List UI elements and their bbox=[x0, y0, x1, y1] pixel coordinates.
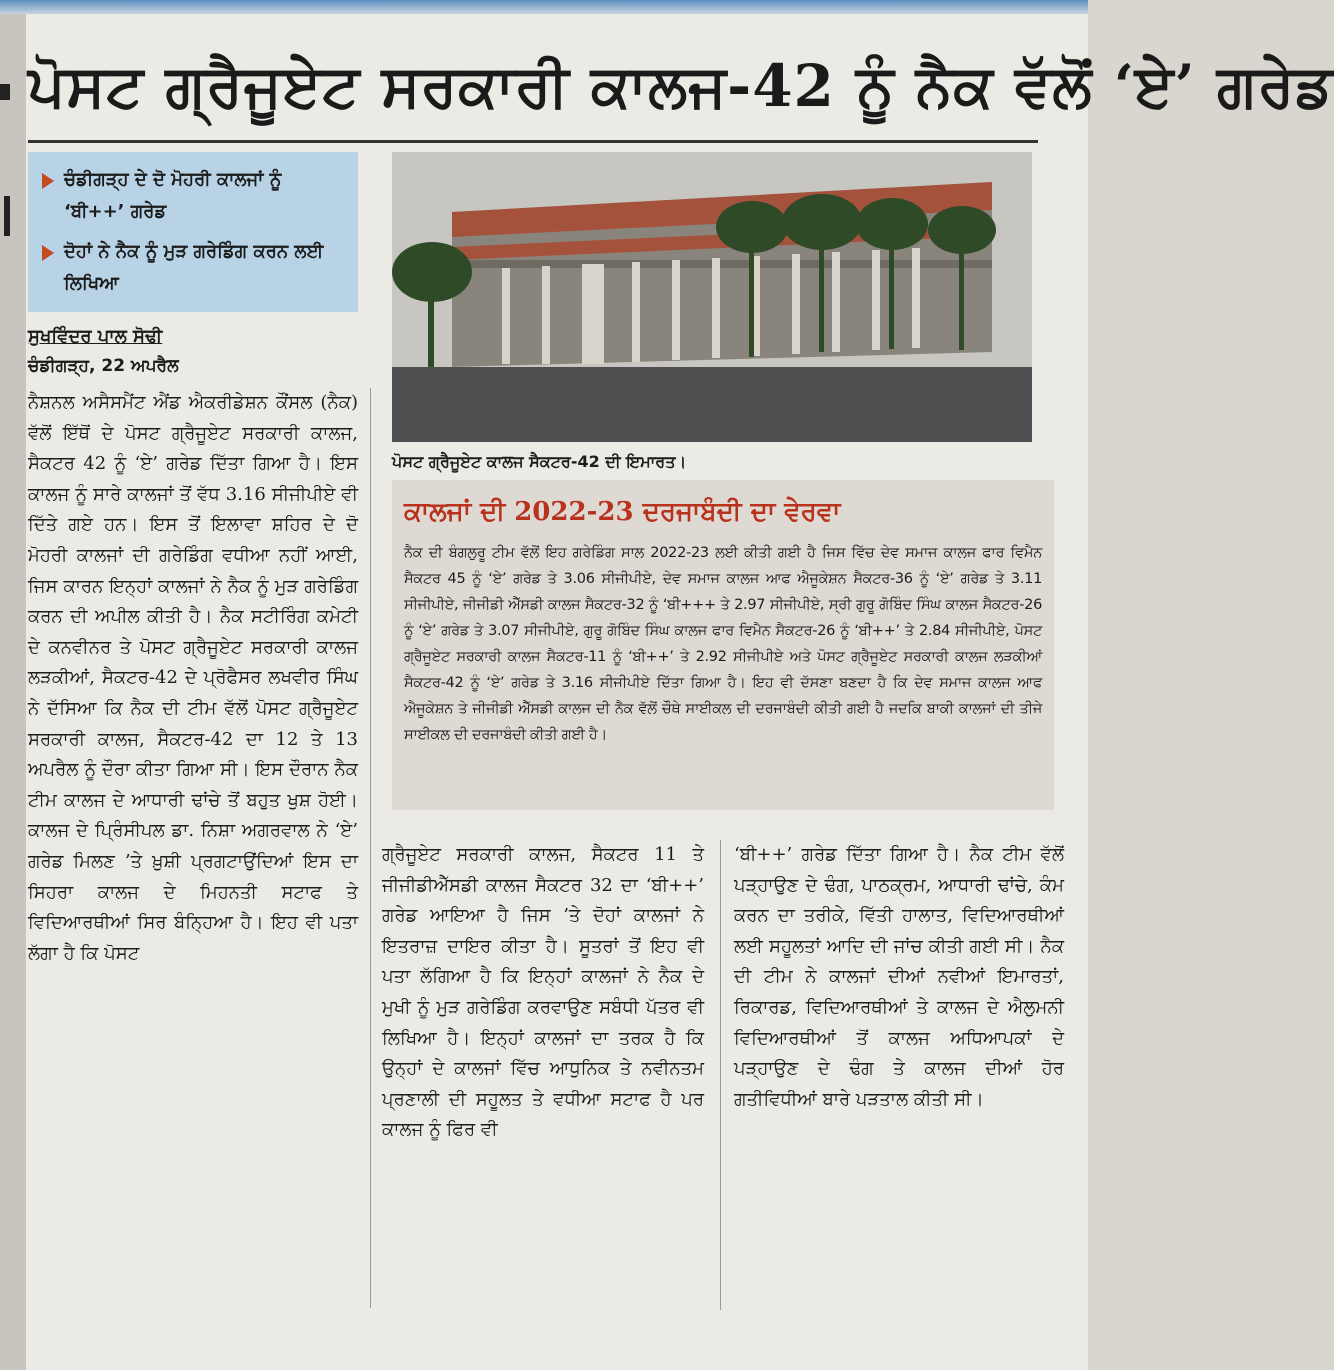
article-column-1: ਨੈਸ਼ਨਲ ਅਸੈਸਮੈਂਟ ਐਂਡ ਐਕਰੀਡੇਸ਼ਨ ਕੌਂਸਲ (ਨੈਕ) ਵੱਲੋਂ ਇੱਥੋਂ ਦੇ ਪੋਸਟ ਗ੍ਰੈਜੂਏਟ ਸਰਕਾਰੀ ਕਾਲਜ, ਸੈਕਟਰ 42 ਨੂੰ ‘ਏ’ ਗਰੇਡ ਦਿੱਤਾ ਗਿਆ ਹੈ। ਇਸ ਕਾਲਜ ਨੂੰ ਸਾਰੇ ਕਾਲਜਾਂ ਤੋਂ ਵੱਧ 3.16 ਸੀਜੀਪੀਏ ਵੀ ਦਿੱਤੇ ਗਏ ਹਨ। ਇਸ ਤੋਂ ਇਲਾਵਾ ਸ਼ਹਿਰ ਦੇ ਦੋ ਮੋਹਰੀ ਕਾਲਜਾਂ ਦੀ ਗਰੇਡਿੰਗ ਵਧੀਆ ਨਹੀਂ ਆਈ, ਜਿਸ ਕਾਰਨ ਇਨ੍ਹਾਂ ਕਾਲਜਾਂ ਨੇ ਨੈਕ ਨੂੰ ਮੁੜ ਗਰੇਡਿੰਗ ਕਰਨ ਦੀ ਅਪੀਲ ਕੀਤੀ ਹੈ। ਨੈਕ ਸਟੀਰਿੰਗ ਕਮੇਟੀ ਦੇ ਕਨਵੀਨਰ ਤੇ ਪੋਸਟ ਗ੍ਰੈਜੂਏਟ ਸਰਕਾਰੀ ਕਾਲਜ ਲੜਕੀਆਂ, ਸੈਕਟਰ-42 ਦੇ ਪ੍ਰੋਫੈਸਰ ਲਖਵੀਰ ਸਿੰਘ ਨੇ ਦੱਸਿਆ ਕਿ ਨੈਕ ਦੀ ਟੀਮ ਵੱਲੋਂ ਪੋਸਟ ਗ੍ਰੈਜੂਏਟ ਸਰਕਾਰੀ ਕਾਲਜ, ਸੈਕਟਰ-42 ਦਾ 12 ਤੇ 13 ਅਪਰੈਲ ਨੂੰ ਦੌਰਾ ਕੀਤਾ ਗਿਆ ਸੀ। ਇਸ ਦੌਰਾਨ ਨੈਕ ਟੀਮ ਕਾਲਜ ਦੇ ਆਧਾਰੀ ਢਾਂਚੇ ਤੋਂ ਬਹੁਤ ਖੁਸ਼ ਹੋਈ। ਕਾਲਜ ਦੇ ਪ੍ਰਿੰਸੀਪਲ ਡਾ. ਨਿਸ਼ਾ ਅਗਰਵਾਲ ਨੇ ‘ਏ’ ਗਰੇਡ ਮਿਲਣ ’ਤੇ ਖ਼ੁਸ਼ੀ ਪ੍ਰਗਟਾਉਂਦਿਆਂ ਇਸ ਦਾ ਸਿਹਰਾ ਕਾਲਜ ਦੇ ਮਿਹਨਤੀ ਸਟਾਫ ਤੇ ਵਿਦਿਆਰਥੀਆਂ ਸਿਰ ਬੰਨ੍ਹਿਆ ਹੈ। ਇਹ ਵੀ ਪਤਾ ਲੱਗਾ ਹੈ ਕਿ ਪੋਸਟ bbox=[28, 392, 358, 964]
photo-caption: ਪੋਸਟ ਗ੍ਰੈਜੂਏਟ ਕਾਲਜ ਸੈਕਟਰ-42 ਦੀ ਇਮਾਰਤ। bbox=[392, 452, 687, 471]
adjacent-page-strip bbox=[0, 14, 26, 1370]
road bbox=[392, 367, 1032, 442]
headline-rule bbox=[28, 140, 1038, 143]
box-title: ਕਾਲਜਾਂ ਦੀ 2022-23 ਦਰਜਾਬੰਦੀ ਦਾ ਵੇਰਵਾ bbox=[404, 497, 841, 527]
adjacent-page-mark bbox=[4, 196, 10, 236]
article-column-2: ਗ੍ਰੈਜੂਏਟ ਸਰਕਾਰੀ ਕਾਲਜ, ਸੈਕਟਰ 11 ਤੇ ਜੀਜੀਡੀਐੱਸਡੀ ਕਾਲਜ ਸੈਕਟਰ 32 ਦਾ ‘ਬੀ++’ ਗਰੇਡ ਆਇਆ ਹੈ ਜਿਸ ’ਤੇ ਦੋਹਾਂ ਕਾਲਜਾਂ ਨੇ ਇਤਰਾਜ਼ ਦਾਇਰ ਕੀਤਾ ਹੈ। ਸੂਤਰਾਂ ਤੋਂ ਇਹ ਵੀ ਪਤਾ ਲੱਗਿਆ ਹੈ ਕਿ ਇਨ੍ਹਾਂ ਕਾਲਜਾਂ ਨੇ ਨੈਕ ਦੇ ਮੁਖੀ ਨੂੰ ਮੁੜ ਗਰੇਡਿੰਗ ਕਰਵਾਉਣ ਸਬੰਧੀ ਪੱਤਰ ਵੀ ਲਿਖਿਆ ਹੈ। ਇਨ੍ਹਾਂ ਕਾਲਜਾਂ ਦਾ ਤਰਕ ਹੈ ਕਿ ਉਨ੍ਹਾਂ ਦੇ ਕਾਲਜਾਂ ਵਿੱਚ ਆਧੁਨਿਕ ਤੇ ਨਵੀਨਤਮ ਪ੍ਰਣਾਲੀ ਦੀ ਸਹੂਲਤ ਤੇ ਵਧੀਆ ਸਟਾਫ ਹੈ ਪਰ ਕਾਲਜ ਨੂੰ ਫਿਰ ਵੀ bbox=[382, 844, 704, 1141]
building-ledge bbox=[452, 260, 992, 268]
column-divider bbox=[720, 840, 721, 1310]
dateline: ਚੰਡੀਗੜ੍ਹ, 22 ਅਪਰੈਲ bbox=[28, 356, 179, 376]
triangle-bullet-icon bbox=[42, 245, 54, 261]
grading-details-box bbox=[392, 480, 1054, 810]
highlight-item bbox=[42, 164, 344, 228]
headline: ਪੋਸਟ ਗ੍ਰੈਜੂਏਟ ਸਰਕਾਰੀ ਕਾਲਜ-42 ਨੂੰ ਨੈਕ ਵੱਲੋਂ ‘ਏ’ ਗਰੇਡ bbox=[28, 52, 1334, 120]
highlights-box bbox=[28, 152, 358, 312]
adjacent-page-mark bbox=[0, 84, 10, 100]
box-body: ਨੈਕ ਦੀ ਬੰਗਲੁਰੂ ਟੀਮ ਵੱਲੋਂ ਇਹ ਗਰੇਡਿੰਗ ਸਾਲ 2022-23 ਲਈ ਕੀਤੀ ਗਈ ਹੈ ਜਿਸ ਵਿੱਚ ਦੇਵ ਸਮਾਜ ਕਾਲਜ ਫਾਰ ਵਿਮੈਨ ਸੈਕਟਰ 45 ਨੂੰ ‘ਏ’ ਗਰੇਡ ਤੇ 3.06 ਸੀਜੀਪੀਏ, ਦੇਵ ਸਮਾਜ ਕਾਲਜ ਆਫ ਐਜੂਕੇਸ਼ਨ ਸੈਕਟਰ-36 ਨੂੰ ‘ਏ’ ਗਰੇਡ ਤੇ 3.11 ਸੀਜੀਪੀਏ, ਜੀਜੀਡੀ ਐੱਸਡੀ ਕਾਲਜ ਸੈਕਟਰ-32 ਨੂੰ ‘ਬੀ+++ ਤੇ 2.97 ਸੀਜੀਪੀਏ, ਸ੍ਰੀ ਗੁਰੂ ਗੋਬਿੰਦ ਸਿੰਘ ਕਾਲਜ ਸੈਕਟਰ-26 ਨੂੰ ‘ਏ’ ਗਰੇਡ ਤੇ 3.07 ਸੀਜੀਪੀਏ, ਗੁਰੂ ਗੋਬਿੰਦ ਸਿੰਘ ਕਾਲਜ ਫਾਰ ਵਿਮੈਨ ਸੈਕਟਰ-26 ਨੂੰ ‘ਬੀ++’ ਤੇ 2.84 ਸੀਜੀਪੀਏ, ਪੋਸਟ ਗ੍ਰੈਜੂਏਟ ਸਰਕਾਰੀ ਕਾਲਜ ਸੈਕਟਰ-11 ਨੂੰ ‘ਬੀ++’ ਤੇ 2.92 ਸੀਜੀਪੀਏ ਅਤੇ ਪੋਸਟ ਗ੍ਰੈਜੂਏਟ ਸਰਕਾਰੀ ਕਾਲਜ ਲੜਕੀਆਂ ਸੈਕਟਰ-42 ਨੂੰ ‘ਏ’ ਗਰੇਡ ਤੇ 3.16 ਸੀਜੀਪੀਏ ਦਿੱਤਾ ਗਿਆ ਹੈ। ਇਹ ਵੀ ਦੱਸਣਾ ਬਣਦਾ ਹੈ ਕਿ ਦੇਵ ਸਮਾਜ ਕਾਲਜ ਆਫ ਐਜੂਕੇਸ਼ਨ ਤੇ ਜੀਜੀਡੀ ਐੱਸਡੀ ਕਾਲਜ ਦੀ ਨੈਕ ਵੱਲੋਂ ਚੌਥੇ ਸਾਈਕਲ ਦੀ ਦਰਜਾਬੰਦੀ ਕੀਤੀ ਗਈ ਹੈ ਜਦਕਿ ਬਾਕੀ ਕਾਲਜਾਂ ਦੀ ਤੀਜੇ ਸਾਈਕਲ ਦੀ ਦਰਜਾਬੰਦੀ ਕੀਤੀ ਗਈ ਹੈ। bbox=[404, 545, 1042, 743]
highlight-text: ਚੰਡੀਗੜ੍ਹ ਦੇ ਦੋ ਮੋਹਰੀ ਕਾਲਜਾਂ ਨੂੰ ‘ਬੀ++’ ਗਰੇਡ bbox=[64, 169, 282, 222]
top-edge bbox=[0, 0, 1088, 14]
article-column-3: ‘ਬੀ++’ ਗਰੇਡ ਦਿੱਤਾ ਗਿਆ ਹੈ। ਨੈਕ ਟੀਮ ਵੱਲੋਂ ਪੜ੍ਹਾਉਣ ਦੇ ਢੰਗ, ਪਾਠਕ੍ਰਮ, ਆਧਾਰੀ ਢਾਂਚੇ, ਕੰਮ ਕਰਨ ਦਾ ਤਰੀਕੇ, ਵਿੱਤੀ ਹਾਲਾਤ, ਵਿਦਿਆਰਥੀਆਂ ਲਈ ਸਹੂਲਤਾਂ ਆਦਿ ਦੀ ਜਾਂਚ ਕੀਤੀ ਗਈ ਸੀ। ਨੈਕ ਦੀ ਟੀਮ ਨੇ ਕਾਲਜਾਂ ਦੀਆਂ ਨਵੀਆਂ ਇਮਾਰਤਾਂ, ਰਿਕਾਰਡ, ਵਿਦਿਆਰਥੀਆਂ ਤੇ ਕਾਲਜ ਦੇ ਐਲੁਮਨੀ ਵਿਦਿਆਰਥੀਆਂ ਤੋਂ ਕਾਲਜ ਅਧਿਆਪਕਾਂ ਦੇ ਪੜ੍ਹਾਉਣ ਦੇ ਢੰਗ ਤੇ ਕਾਲਜ ਦੀਆਂ ਹੋਰ ਗਤੀਵਿਧੀਆਂ ਬਾਰੇ ਪੜਤਾਲ ਕੀਤੀ ਸੀ। bbox=[734, 844, 1064, 1110]
triangle-bullet-icon bbox=[42, 173, 54, 189]
highlight-text: ਦੋਹਾਂ ਨੇ ਨੈਕ ਨੂੰ ਮੁੜ ਗਰੇਡਿੰਗ ਕਰਨ ਲਈ ਲਿਖਿਆ bbox=[64, 241, 324, 294]
building-illustration bbox=[392, 152, 1032, 442]
column-divider bbox=[370, 388, 371, 1308]
highlight-item bbox=[42, 236, 344, 300]
college-building-photo bbox=[392, 152, 1032, 442]
byline: ਸੁਖਵਿੰਦਰ ਪਾਲ ਸੋਢੀ bbox=[28, 326, 163, 347]
